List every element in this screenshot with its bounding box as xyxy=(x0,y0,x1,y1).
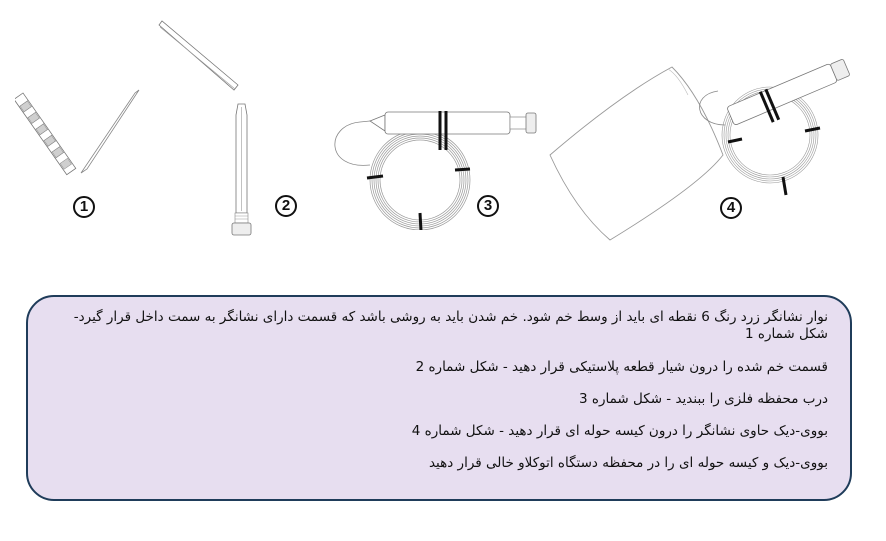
figure-number-2: 2 xyxy=(275,195,297,217)
figure-number-1: 1 xyxy=(73,196,95,218)
instruction-step-2: قسمت خم شده را درون شیار قطعه پلاستیکی قرار دهید - شکل شماره 2 xyxy=(415,359,828,375)
figure-number-4: 4 xyxy=(720,197,742,219)
instructions-box xyxy=(26,295,852,501)
instruction-steps xyxy=(68,309,828,487)
figure-4 xyxy=(540,55,886,245)
figure-3 xyxy=(325,95,545,230)
instruction-step-3: درب محفظه فلزی را ببندید - شکل شماره 3 xyxy=(579,391,828,407)
towel-bag-illustration xyxy=(540,55,886,245)
instruction-step-1: نوار نشانگر زرد رنگ 6 نقطه ای باید از وسط خم شود. خم شدن باید به روشی باشد که قسمت دارای نشانگر به سمت داخل قرار گیرد- شکل شماره 1 xyxy=(73,309,828,342)
figure-number-3: 3 xyxy=(477,195,499,217)
bowie-dick-device-illustration xyxy=(325,95,545,230)
instruction-step-5: بووی-دیک و کیسه حوله ای را در محفظه دستگاه اتوکلاو خالی قرار دهید xyxy=(428,455,828,471)
instruction-step-4: بووی-دیک حاوی نشانگر را درون کیسه حوله ای قرار دهید - شکل شماره 4 xyxy=(411,423,828,439)
figure-2 xyxy=(150,15,310,245)
figure-1 xyxy=(15,80,155,230)
